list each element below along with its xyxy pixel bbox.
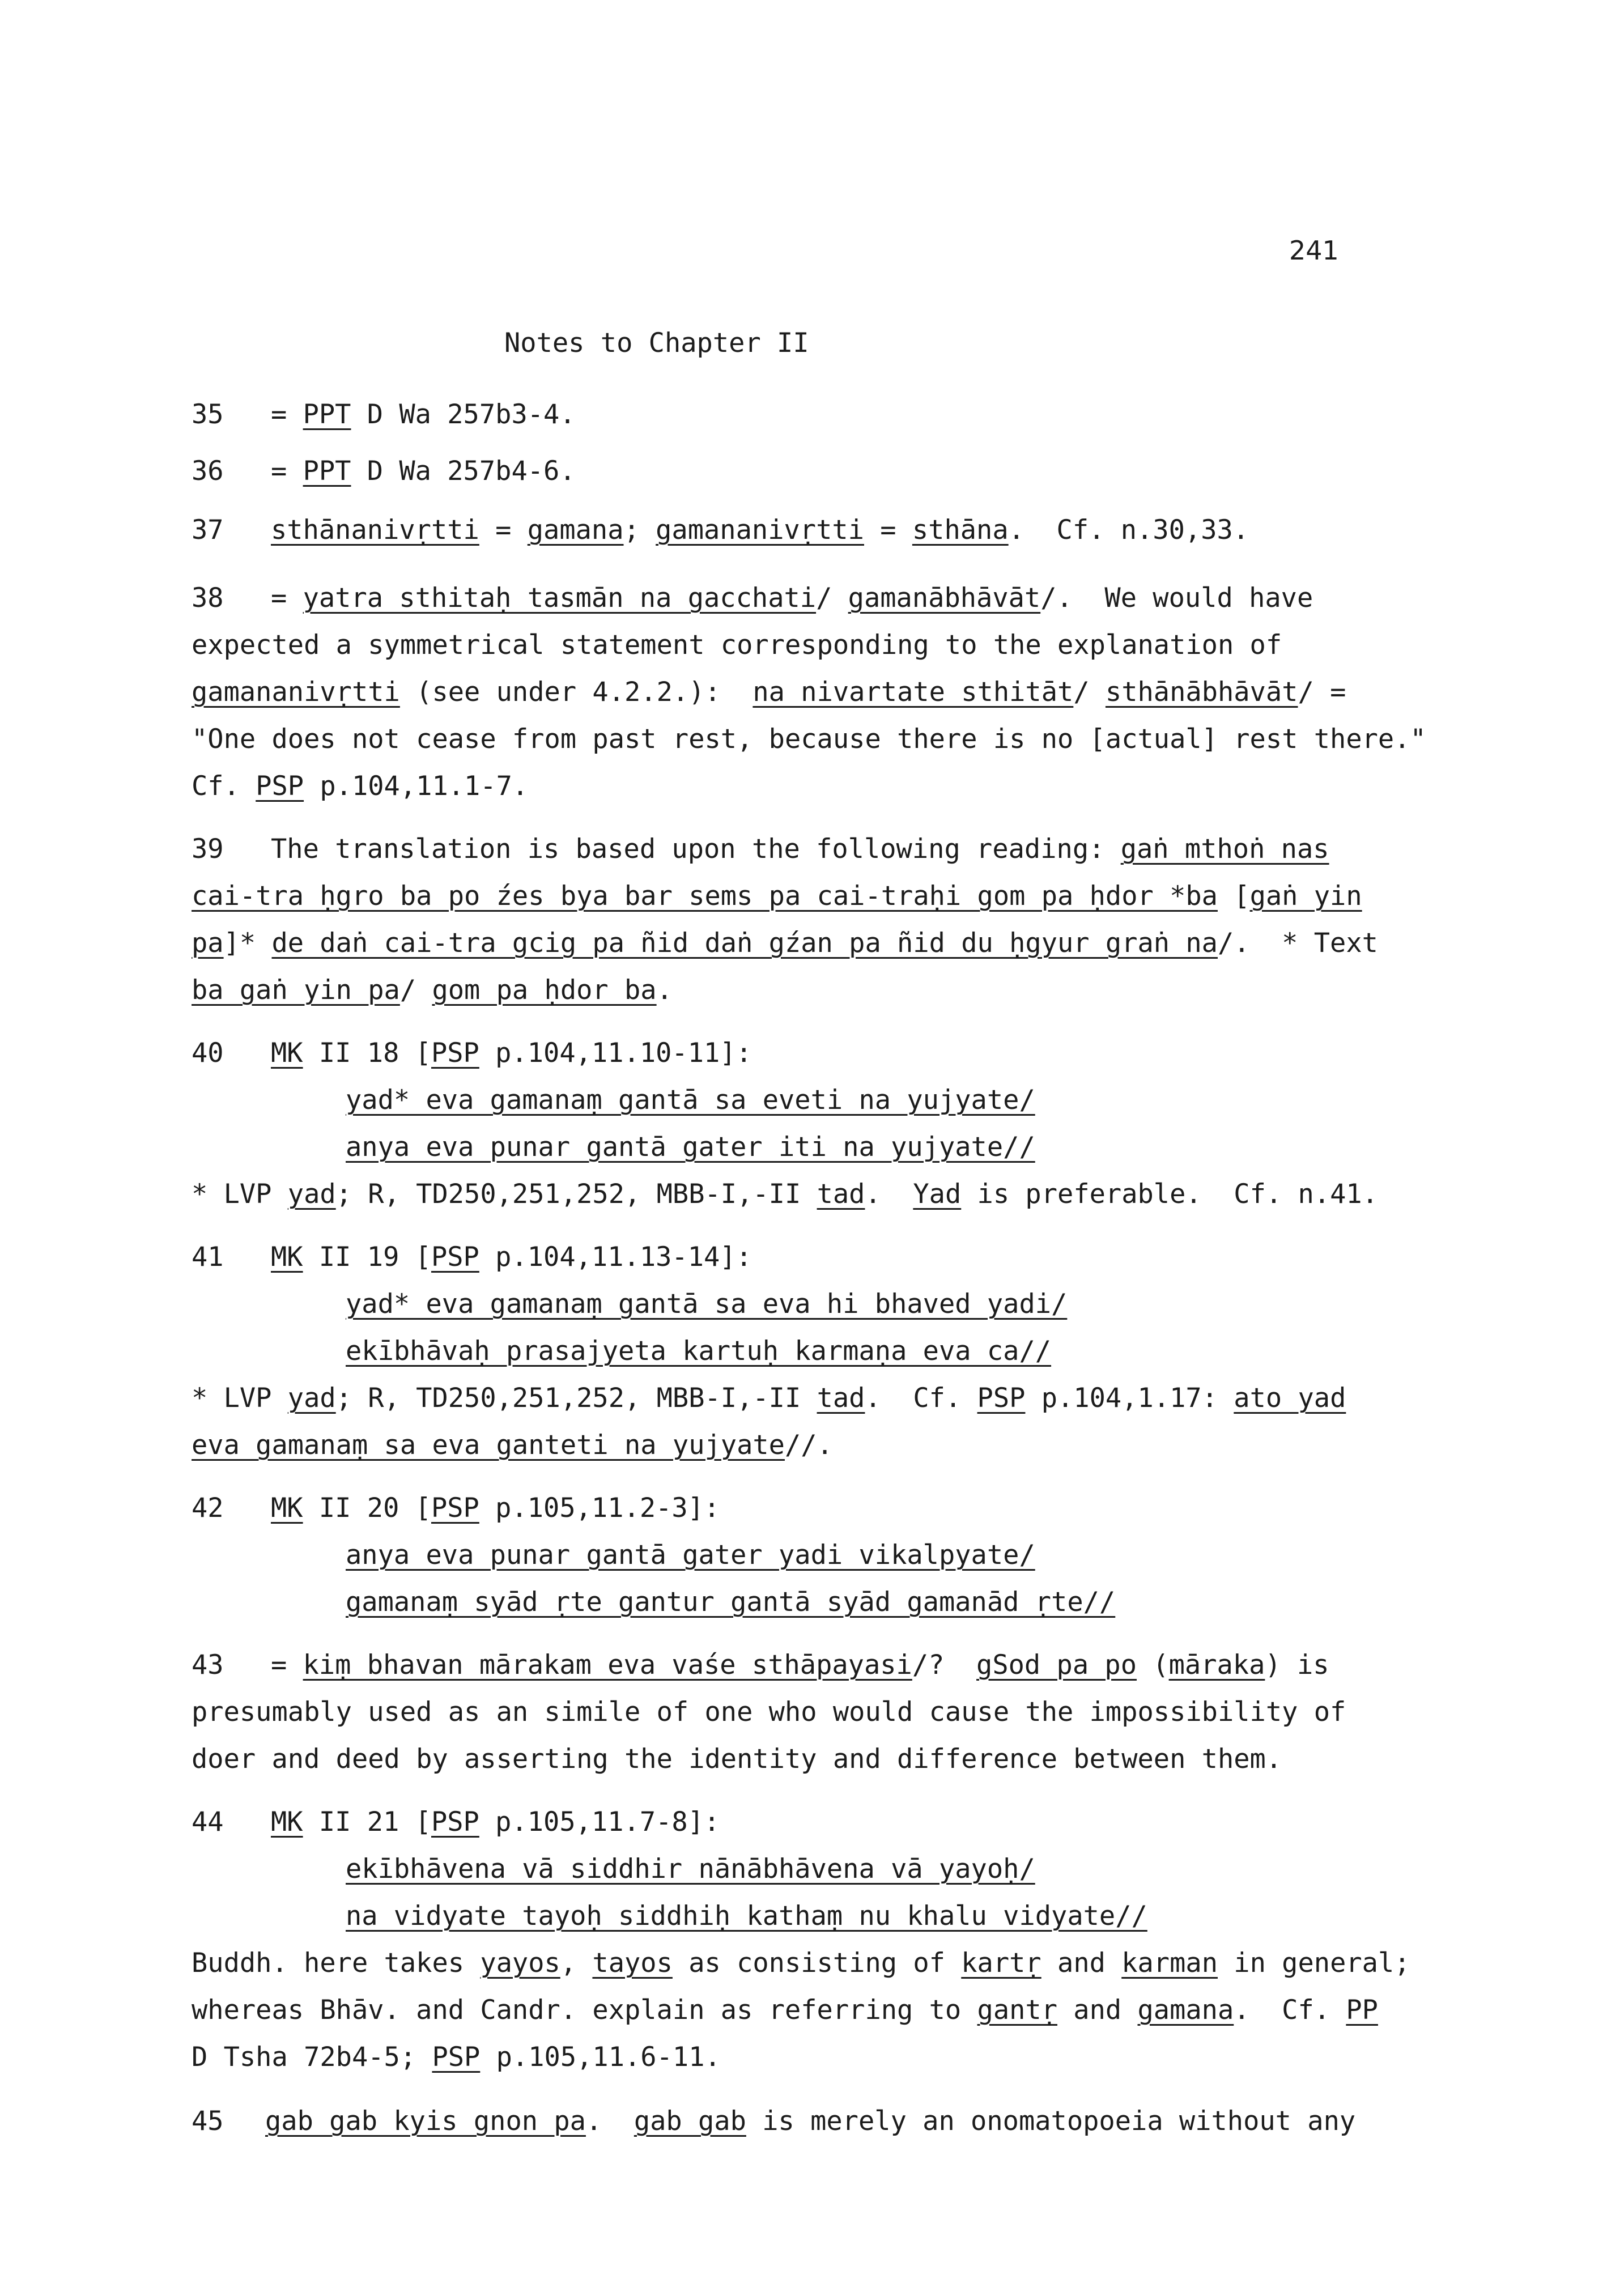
note-number: 44 [192,1806,224,1838]
verse-line: anya eva punar gantā gater yadi vikalpyate/ [346,1540,1035,1571]
verse-line: na vidyate tayoḥ siddhiḥ kathaṃ nu khalu vidyate// [346,1900,1147,1932]
note-number: 36 [192,456,224,487]
note-44-line-2: Buddh. here takes yayos, tayos as consisting of kartṛ and karman in general; [192,1948,1410,1979]
note-40-line-2: * LVP yad; R, TD250,251,252, MBB-I,-II tad. Yad is preferable. Cf. n.41. [192,1179,1378,1210]
note-38-line-1: 38 = yatra sthitaḥ tasmān na gacchati/ gamanābhāvāt/. We would have [192,582,1313,614]
page-number: 241 [1289,235,1339,266]
citation: PPT [303,399,351,430]
note-38-line-5: Cf. PSP p.104,11.1-7. [192,771,529,802]
note-41-line-1: 41 MK II 19 [PSP p.104,11.13-14]: [192,1241,752,1273]
note-43-line-1: 43 = kiṃ bhavan mārakam eva vaśe sthāpayasi/? gSod pa po (māraka) is [192,1649,1329,1681]
note-39-line-2: cai-tra ḥgro ba po źes bya bar sems pa cai-traḥi gom pa ḥdor *ba [gaṅ yin [192,881,1362,912]
citation: PPT [303,456,351,487]
note-41-line-3: eva gamanaṃ sa eva ganteti na yujyate//. [192,1430,833,1461]
note-number: 35 [192,399,224,430]
note-number: 42 [192,1493,224,1524]
note-number: 39 [192,834,224,865]
note-number: 37 [192,515,224,546]
note-number: 43 [192,1649,224,1681]
note-44-line-4: D Tsha 72b4-5; PSP p.105,11.6-11. [192,2042,721,2073]
note-36: 36 = PPT D Wa 257b4-6. [192,456,576,487]
note-44-line-3: whereas Bhāv. and Candr. explain as referring to gantṛ and gamana. Cf. PP [192,1995,1378,2026]
verse-line: yad* eva gamanaṃ gantā sa eveti na yujyate/ [346,1085,1035,1116]
note-number: 41 [192,1241,224,1273]
verse-line: anya eva punar gantā gater iti na yujyate// [346,1132,1035,1163]
note-43-line-2: presumably used as an simile of one who would cause the impossibility of [192,1697,1346,1728]
note-35: 35 = PPT D Wa 257b3-4. [192,399,576,430]
note-39-line-4: ba gaṅ yin pa/ gom pa ḥdor ba. [192,975,673,1006]
note-number: 40 [192,1038,224,1069]
verse-line: ekībhāvena vā siddhir nānābhāvena vā yayoḥ/ [346,1853,1035,1885]
note-44-line-1: 44 MK II 21 [PSP p.105,11.7-8]: [192,1806,720,1838]
note-39-line-3: pa]* de daṅ cai-tra gcig pa ñid daṅ gźan pa ñid du ḥgyur graṅ na/. * Text [192,928,1378,959]
page-title: Notes to Chapter II [504,328,809,359]
note-38-line-2: expected a symmetrical statement corresponding to the explanation of [192,630,1282,661]
verse-line: gamanaṃ syād ṛte gantur gantā syād gamanād ṛte// [346,1587,1116,1618]
note-38-line-3: gamananivṛtti (see under 4.2.2.): na nivartate sthitāt/ sthānābhāvāt/ = [192,677,1346,708]
verse-line: ekībhāvaḥ prasajyeta kartuḥ karmaṇa eva ca// [346,1336,1052,1367]
note-38-line-4: "One does not cease from past rest, because there is no [actual] rest there." [192,724,1426,755]
note-42-line-1: 42 MK II 20 [PSP p.105,11.2-3]: [192,1493,720,1524]
verse-line: yad* eva gamanaṃ gantā sa eva hi bhaved yadi/ [346,1289,1068,1320]
note-37: 37 sthānanivṛtti = gamana; gamananivṛtti = sthāna. Cf. n.30,33. [192,515,1249,546]
note-40-line-1: 40 MK II 18 [PSP p.104,11.10-11]: [192,1038,752,1069]
note-43-line-3: doer and deed by asserting the identity and difference between them. [192,1744,1282,1775]
note-41-line-2: * LVP yad; R, TD250,251,252, MBB-I,-II tad. Cf. PSP p.104,1.17: ato yad [192,1383,1346,1414]
note-number: 45 [192,2106,224,2137]
note-number: 38 [192,582,224,614]
note-45-line-1: 45 gab gab kyis gnon pa. gab gab is merely an onomatopoeia without any [192,2106,1356,2137]
note-39-line-1: 39 The translation is based upon the following reading: gaṅ mthoṅ nas [192,834,1329,865]
